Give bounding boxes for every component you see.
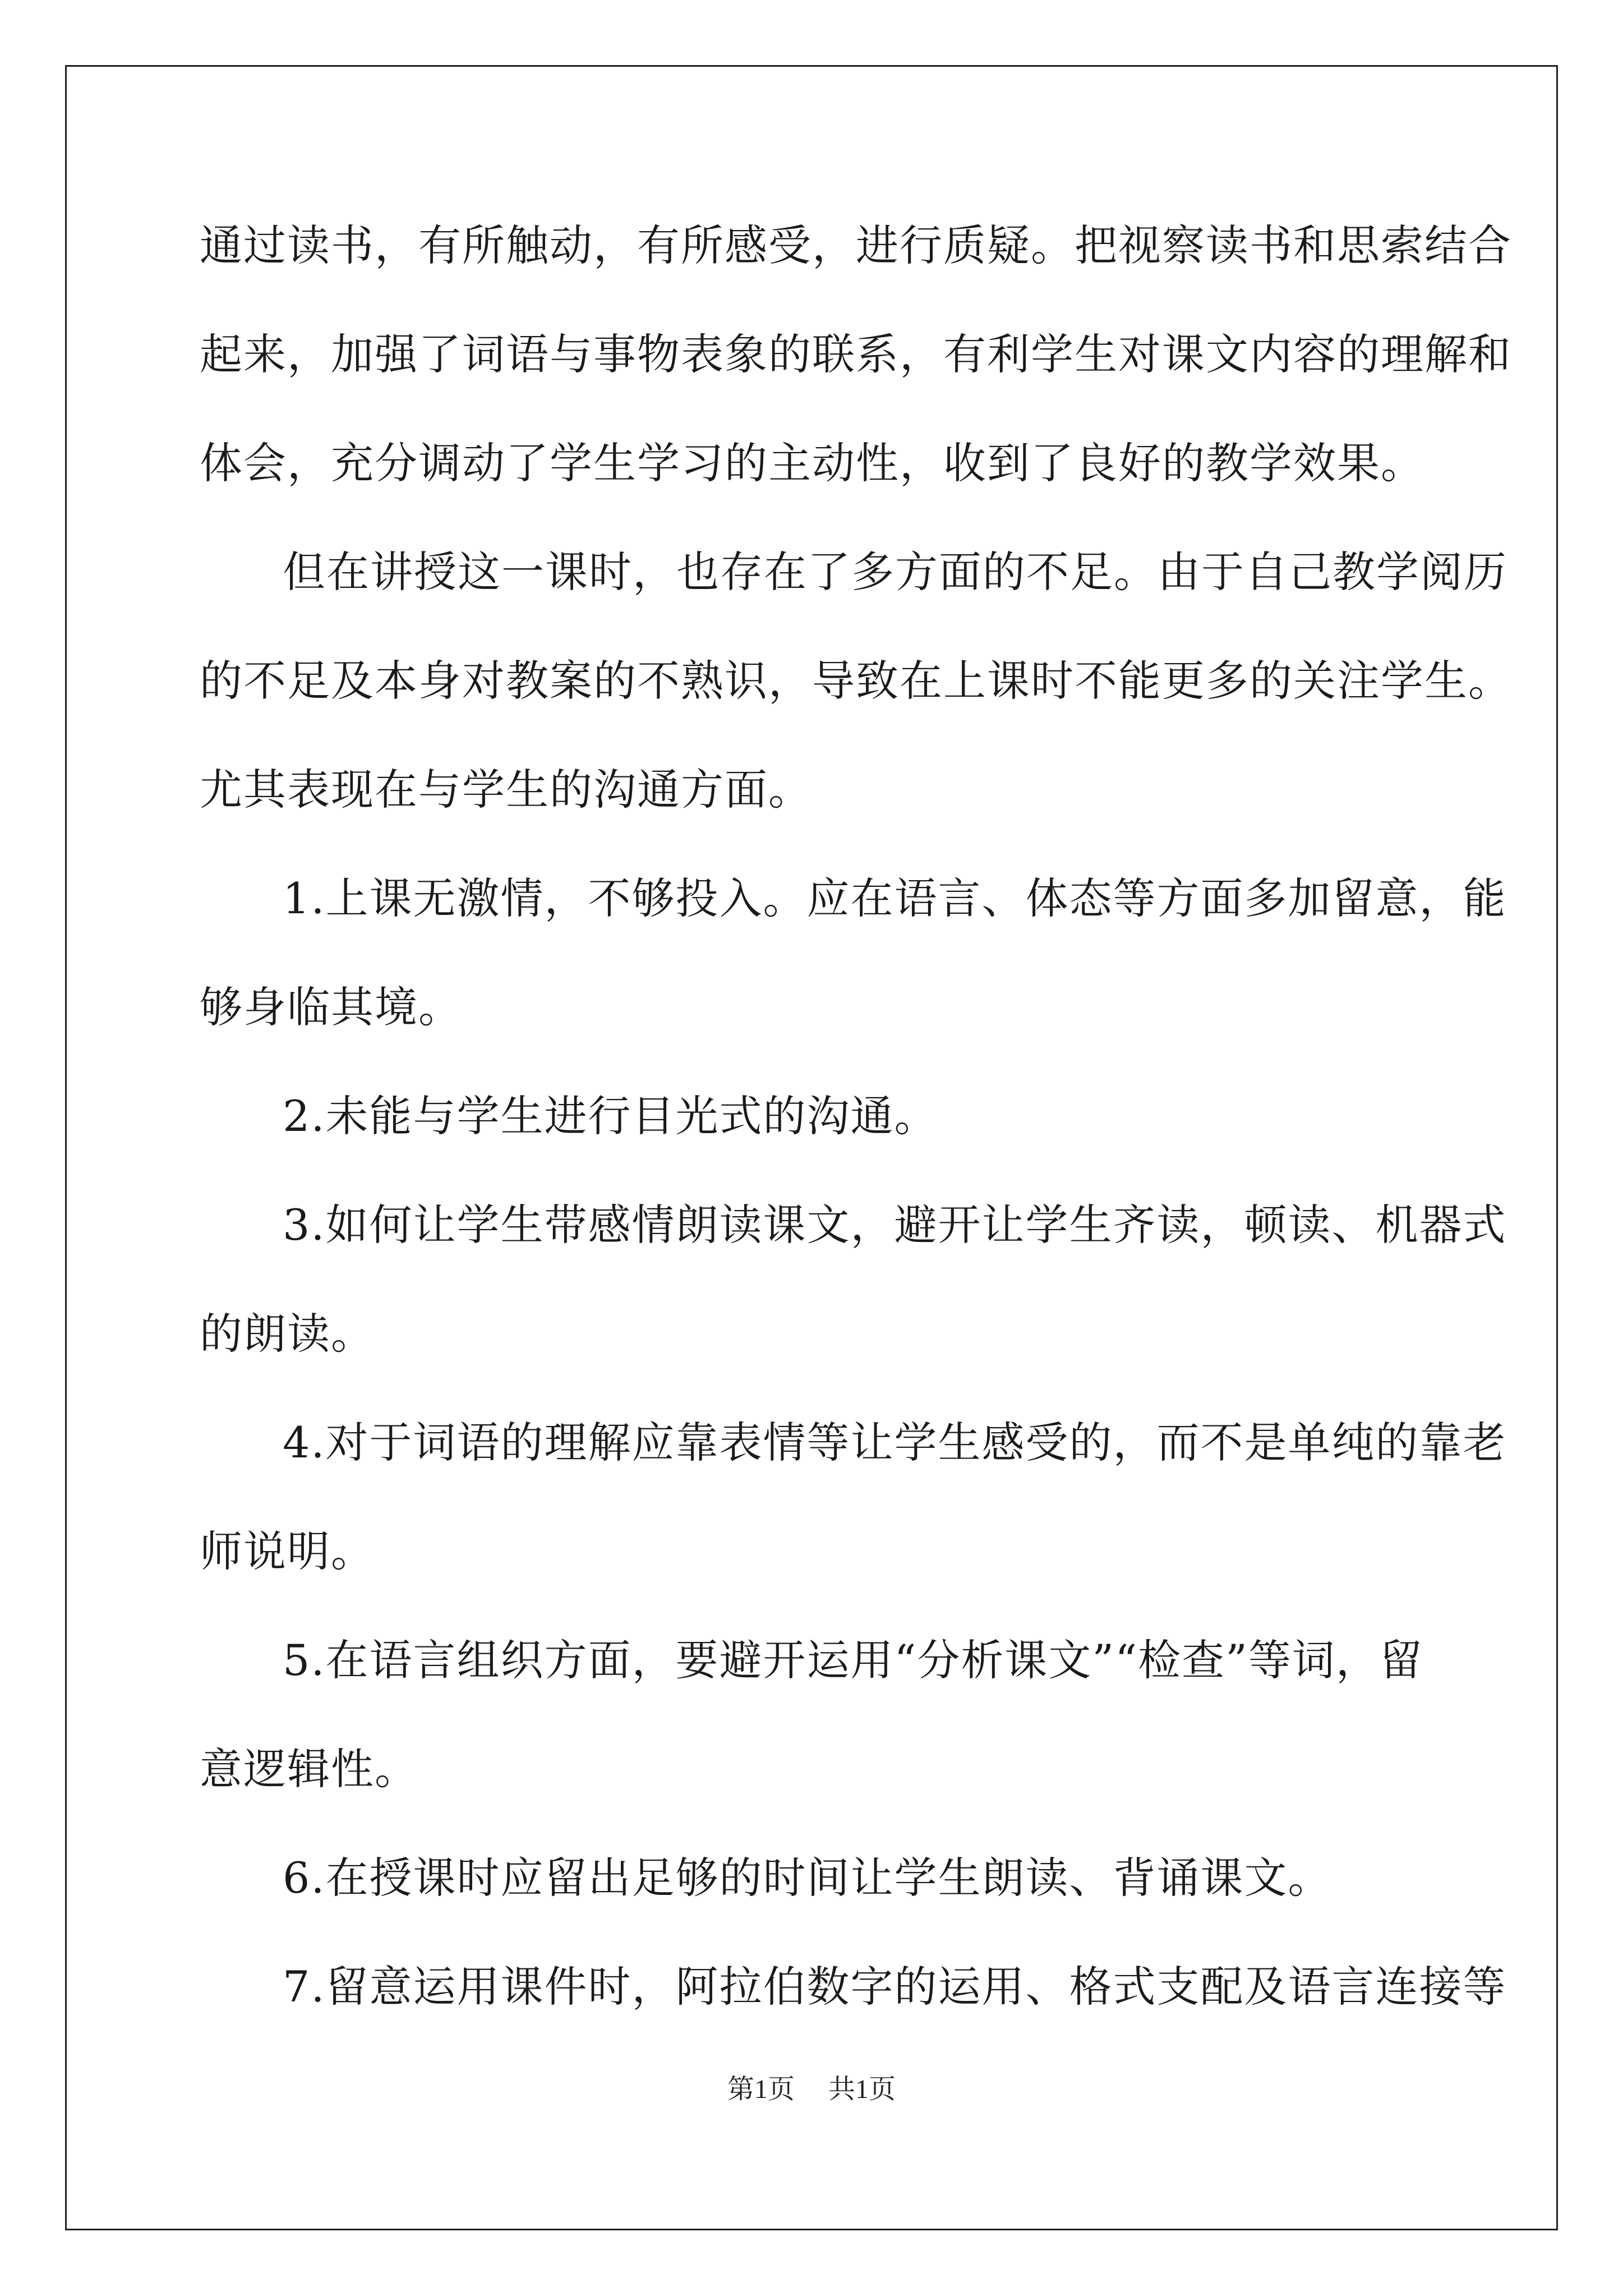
text-line: 的不足及本身对教案的不熟识，导致在上课时不能更多的关注学生。 <box>200 656 1512 706</box>
total-pages: 共1页 <box>828 2074 896 2104</box>
page-footer <box>0 2073 1623 2106</box>
list-item-4: 4.对于词语的理解应靠表情等让学生感受的，而不是单纯的靠老 <box>283 1418 1507 1467</box>
text-line: 意逻辑性。 <box>200 1744 418 1794</box>
text-line: 的朗读。 <box>200 1309 375 1359</box>
text-line: 尤其表现在与学生的沟通方面。 <box>200 765 812 815</box>
text-line: 通过读书，有所触动，有所感受，进行质疑。把视察读书和思索结合 <box>200 220 1512 270</box>
text-line: 起来，加强了词语与事物表象的联系，有利学生对课文内容的理解和 <box>200 329 1512 379</box>
list-item-5: 5.在语言组织方面，要避开运用“分析课文”“检查”等词，留 <box>283 1635 1423 1685</box>
list-item-3: 3.如何让学生带感情朗读课文，避开让学生齐读，顿读、机器式 <box>283 1200 1507 1250</box>
list-item-6: 6.在授课时应留出足够的时间让学生朗读、背诵课文。 <box>283 1853 1332 1903</box>
paragraph-start-line: 但在讲授这一课时，也存在了多方面的不足。由于自己教学阅历 <box>283 547 1507 597</box>
text-line: 体会，充分调动了学生学习的主动性，收到了良好的教学效果。 <box>200 438 1424 488</box>
text-line: 够身临其境。 <box>200 982 462 1032</box>
list-item-1: 1.上课无激情，不够投入。应在语言、体态等方面多加留意，能 <box>283 873 1507 923</box>
page-number: 第1页 <box>727 2074 795 2104</box>
text-line: 师说明。 <box>200 1526 375 1576</box>
list-item-2: 2.未能与学生进行目光式的沟通。 <box>283 1091 938 1141</box>
list-item-7: 7.留意运用课件时，阿拉伯数字的运用、格式支配及语言连接等 <box>283 1962 1507 2012</box>
